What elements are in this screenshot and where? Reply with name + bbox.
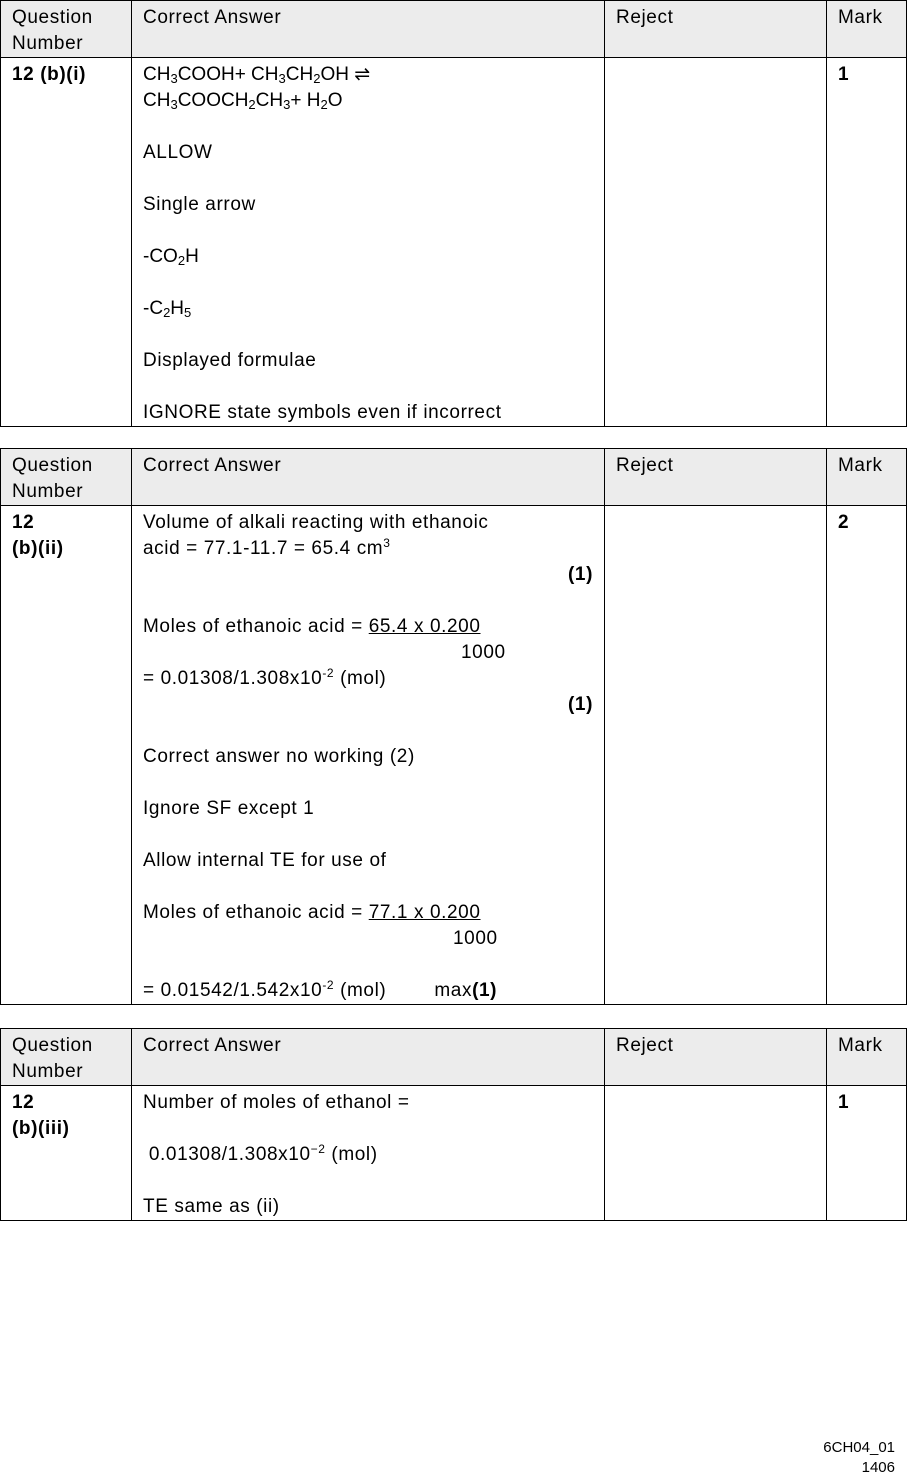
ethanol-moles-value: $0.01308/1.308x10^{-2}$ (mol): [143, 1142, 378, 1165]
header-mark: Mark: [827, 449, 907, 506]
correct-answer-cell: [132, 1086, 605, 1221]
correct-no-working-text: Correct answer no working (2): [143, 746, 415, 767]
allow-te-text: Allow internal TE for use of: [143, 850, 387, 871]
ethanol-moles-text: Number of moles of ethanol =: [143, 1092, 410, 1113]
moles-result-alt: = $0.01542/1.542x10^{-2}$ (mol) max(1): [143, 978, 498, 1001]
session-code: 1406: [861, 1459, 895, 1476]
header-mark: Mark: [827, 1029, 907, 1086]
te-text: TE same as (ii): [143, 1196, 280, 1217]
page-footer: [823, 1438, 895, 1478]
moles-result: = $0.01308/1.308x10^{-2}$ (mol): [143, 666, 387, 689]
mark-allocation: (1): [567, 694, 593, 715]
mark-cell: 1: [827, 1086, 907, 1221]
markscheme-table-12bii: [0, 448, 907, 1005]
moles-line-alt: Moles of ethanoic acid = 77.1 x 0.200: [143, 902, 481, 923]
table-header-row: [1, 449, 907, 506]
moles-denominator: 1000: [461, 642, 506, 663]
header-mark: Mark: [827, 1, 907, 58]
table-header-row: [1, 1029, 907, 1086]
header-correct-answer: Correct Answer: [132, 449, 605, 506]
header-correct-answer: Correct Answer: [132, 1, 605, 58]
table-row: [1, 1086, 907, 1221]
c2h5-text: $-C_2H_5$: [143, 298, 192, 320]
mark-cell: 2: [827, 506, 907, 1005]
header-reject: Reject: [605, 1, 827, 58]
reject-cell: [605, 58, 827, 427]
correct-answer-cell: [132, 58, 605, 427]
question-number: [1, 506, 132, 1005]
moles-line: Moles of ethanoic acid = 65.4 x 0.200: [143, 616, 481, 637]
header-correct-answer: Correct Answer: [132, 1029, 605, 1086]
markscheme-table-12bi: [0, 0, 907, 427]
table-header-row: [1, 1, 907, 58]
question-number-line-1: 12: [12, 512, 35, 533]
header-reject: Reject: [605, 1029, 827, 1086]
header-question-number: Question Number: [1, 449, 132, 506]
single-arrow-text: Single arrow: [143, 194, 256, 215]
allow-label: ALLOW: [143, 142, 213, 163]
equation-line-1: $CH_3COOH+ CH_3CH_2OH$ ⇌: [143, 64, 371, 86]
moles-denominator-alt: 1000: [453, 928, 498, 949]
paper-code: 6CH04_01: [823, 1439, 895, 1456]
reject-cell: [605, 506, 827, 1005]
markscheme-table-12biii: [0, 1028, 907, 1221]
question-number: 12 (b)(i): [1, 58, 132, 427]
correct-answer-cell: [132, 506, 605, 1005]
question-number-line-1: 12: [12, 1092, 35, 1113]
question-number: [1, 1086, 132, 1221]
volume-line-1: Volume of alkali reacting with ethanoic: [143, 512, 489, 533]
equation-line-2: $CH_3COOCH_2CH_3+ H_2O$: [143, 90, 343, 112]
ignore-text: IGNORE state symbols even if incorrect: [143, 402, 502, 423]
volume-line-2: acid = 77.1-11.7 = 65.4 $cm^3$: [143, 536, 391, 559]
header-reject: Reject: [605, 449, 827, 506]
table-row: [1, 506, 907, 1005]
table-row: [1, 58, 907, 427]
header-question-number: Question Number: [1, 1, 132, 58]
reject-cell: [605, 1086, 827, 1221]
mark-allocation: (1): [567, 564, 593, 585]
co2h-text: $-CO_2H$: [143, 246, 199, 268]
mark-cell: 1: [827, 58, 907, 427]
header-question-number: Question Number: [1, 1029, 132, 1086]
question-number-line-2: (b)(ii): [12, 538, 64, 559]
question-number-line-2: (b)(iii): [12, 1118, 70, 1139]
ignore-sf-text: Ignore SF except 1: [143, 798, 315, 819]
displayed-formulae-text: Displayed formulae: [143, 350, 317, 371]
